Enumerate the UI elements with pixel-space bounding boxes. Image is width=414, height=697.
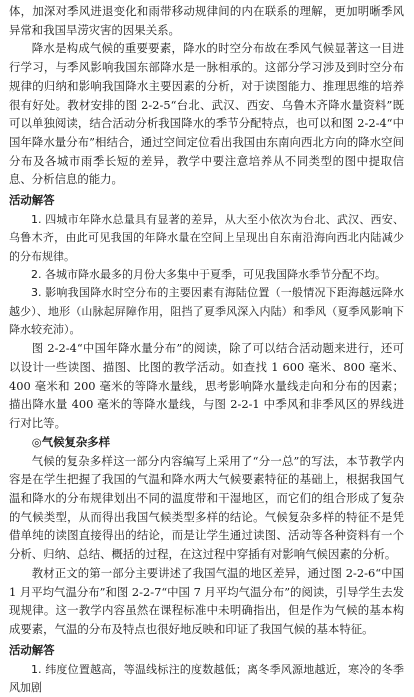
temperature-paragraph: 教材正文的第一部分主要讲述了我国气温的地区差异，通过图 2-2-6“中国 1 月平均气温分布”和图 2-2-7“中国 7 月平均气温分布”的阅读，引导学生去发现规律。这一教学内容虽然在课程标准中未明确指出，但是作为气候的基本构成要素，气温的分布及特点也很好地反映和印证了我国气候的基本特征。 (9, 565, 404, 636)
activity-answers-2 (9, 661, 404, 697)
activity-answer-3: 3. 影响我国降水时空分布的主要因素有海陆位置（一般情况下距海越远降水越少）、地形（山脉起屏障作用，阻挡了夏季风深入内陆）和季风（夏季风影响下降水较充沛）。 (9, 286, 404, 336)
intro-paragraph: 体，加深对季风进退变化和雨带移动规律间的内在联系的理解，更加明晰季风异常和我国旱涝灾害的因果关系。 (9, 4, 404, 37)
activity-answers-heading: 活动解答 (9, 193, 55, 208)
activity-answer-2: 2. 各城市降水最多的月份大多集中于夏季，可见我国降水季节分配不均。 (31, 267, 386, 281)
section-heading-climate: ◎气候复杂多样 (31, 434, 111, 449)
activity-answer-1: 1. 四城市年降水总量具有显著的差异，从大至小依次为台北、武汉、西安、乌鲁木齐，由此可见我国的年降水量在空间上呈现出自东南沿海向西北内陆减少的分布规律。 (9, 213, 404, 263)
activity-answer-2-1: 1. 纬度位置越高，等温线标注的度数越低；离冬季风源地越近，寒冷的冬季风加剧 (9, 662, 404, 694)
precipitation-map-paragraph: 图 2-2-4“中国年降水量分布”的阅读，除了可以结合活动题来进行，还可以设计一些读图、描图、比图的教学活动。如查找 1 600 毫米、800 毫米、400 毫米和 200 毫米的等降水量线，思考影响降水量线走向和分布的因素；描出降水量 400 毫米的等降水量线，与图 2-2-1 中季风和非季风区的界线进行对比等。 (9, 341, 404, 430)
activity-answers-heading-2: 活动解答 (9, 642, 55, 657)
climate-diversity-paragraph: 气候的复杂多样这一部分内容编写上采用了“分一总”的写法，本节教学内容是在学生把握了我国的气温和降水两大气候要素特征的基础上，根据我国气温和降水的分布规律划出不同的温度带和干湿地区，而它们的组合形成了复杂的气候类型，从而得出我国气候类型多样的结论。气候复杂多样的特征不是凭借单纯的读图直接得出的结论，而是让学生通过读图、活动等各种资料有一个分析、归纳、总结、概括的过程，在这过程中穿插有对影响气候因素的分析。 (9, 453, 404, 562)
precipitation-paragraph: 降水是构成气候的重要要素，降水的时空分布故在季风气候显著这一目进行学习，与季风影响我国东部降水是一脉相承的。这部分学习涉及到时空分布规律的归纳和影响我国降水主要因素的分析，对于读图能力、推理思维的培养很有好处。教材安排的图 2-2-5“台北、武汉、西安、乌鲁木齐降水量资料”既可以单独阅读，结合活动分析我国降水的季节分配特点，也可以和图 2-2-4“中国年降水量分布”相结合，通过空间定位看出我国由东南向西北方向的降水空间分布及各城市雨季长短的差异，教学中要注意培养从不同类型的图中提取信息、分析信息的能力。 (9, 41, 404, 187)
activity-answers-1 (9, 211, 404, 339)
